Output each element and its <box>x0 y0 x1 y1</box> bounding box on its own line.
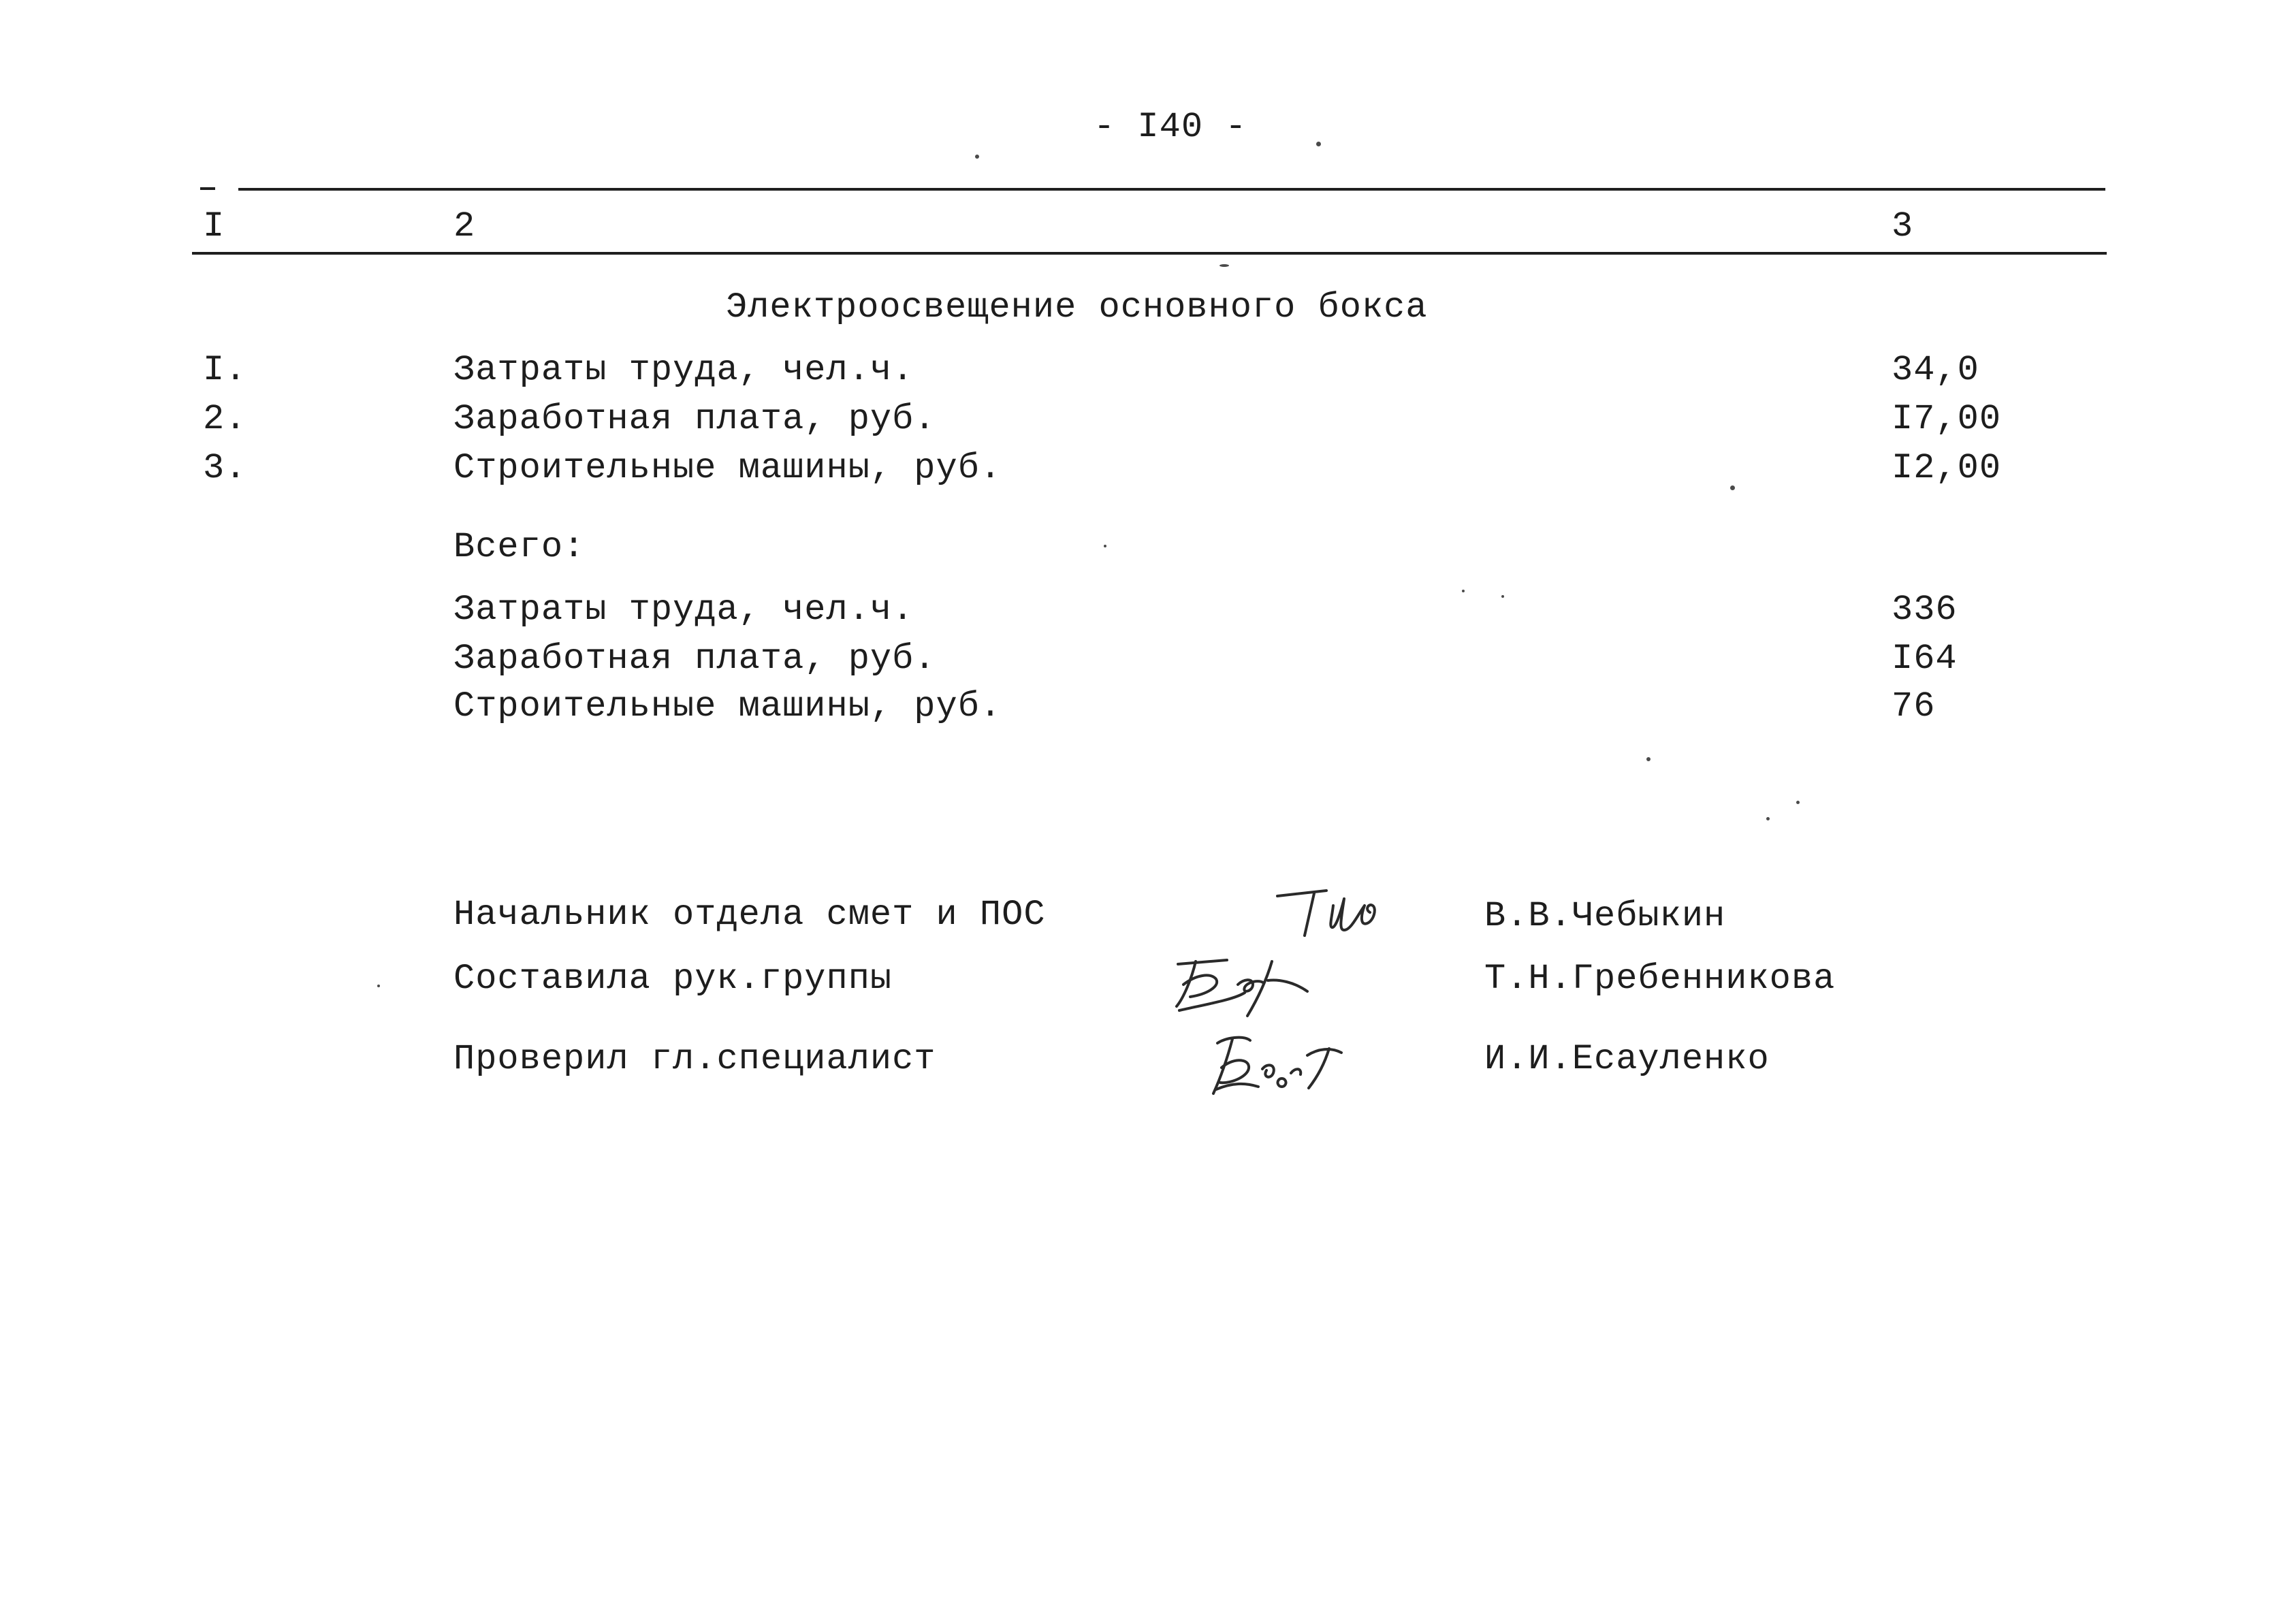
scan-speck <box>1316 142 1321 146</box>
scan-speck <box>1219 264 1229 267</box>
total-value: 76 <box>1892 686 1936 726</box>
scan-speck <box>377 985 380 987</box>
total-label: Заработная плата, руб. <box>453 639 936 679</box>
total-value: I64 <box>1892 639 1958 679</box>
item-number: I. <box>203 350 247 390</box>
scan-speck <box>1104 545 1106 547</box>
scan-speck <box>1501 595 1504 598</box>
table-top-rule-left-stub <box>200 187 215 190</box>
total-label: Всего: <box>453 527 586 567</box>
total-value: 336 <box>1892 590 1958 630</box>
handwritten-signature-grebennikova <box>1168 952 1339 1027</box>
column-header-1: I <box>203 206 225 246</box>
column-header-3: 3 <box>1892 206 1914 246</box>
total-label: Затраты труда, чел.ч. <box>453 590 914 630</box>
item-number: 2. <box>203 399 247 439</box>
scan-speck <box>1646 757 1651 761</box>
item-label: Заработная плата, руб. <box>453 399 936 439</box>
scan-speck <box>1796 801 1800 804</box>
item-value: I7,00 <box>1892 399 2002 439</box>
signature-role: Составила рук.группы <box>453 959 893 999</box>
item-value: I2,00 <box>1892 448 2002 488</box>
signature-name: В.В.Чебыкин <box>1484 896 1726 936</box>
scan-speck <box>1766 817 1770 820</box>
handwritten-signature-esaulenko <box>1205 1028 1369 1103</box>
handwritten-signature-chebykin <box>1273 878 1396 946</box>
table-header-bottom-rule <box>192 252 2107 255</box>
item-label: Затраты труда, чел.ч. <box>453 350 914 390</box>
section-title: Электроосвещение основного бокса <box>726 287 1428 328</box>
item-label: Строительные машины, руб. <box>453 448 1002 488</box>
item-value: 34,0 <box>1892 350 1979 390</box>
column-header-2: 2 <box>453 206 476 246</box>
scan-speck <box>975 155 979 159</box>
item-number: 3. <box>203 448 247 488</box>
scan-speck <box>1462 590 1465 592</box>
signature-name: Т.Н.Гребенникова <box>1484 959 1836 999</box>
page-number: - I40 - <box>1094 107 1247 147</box>
table-top-rule <box>238 188 2105 191</box>
scan-speck <box>1730 485 1735 490</box>
signature-role: Начальник отдела смет и ПОС <box>453 895 1046 935</box>
signature-role: Проверил гл.специалист <box>453 1039 936 1079</box>
total-label: Строительные машины, руб. <box>453 686 1002 726</box>
signature-name: И.И.Есауленко <box>1484 1039 1770 1079</box>
